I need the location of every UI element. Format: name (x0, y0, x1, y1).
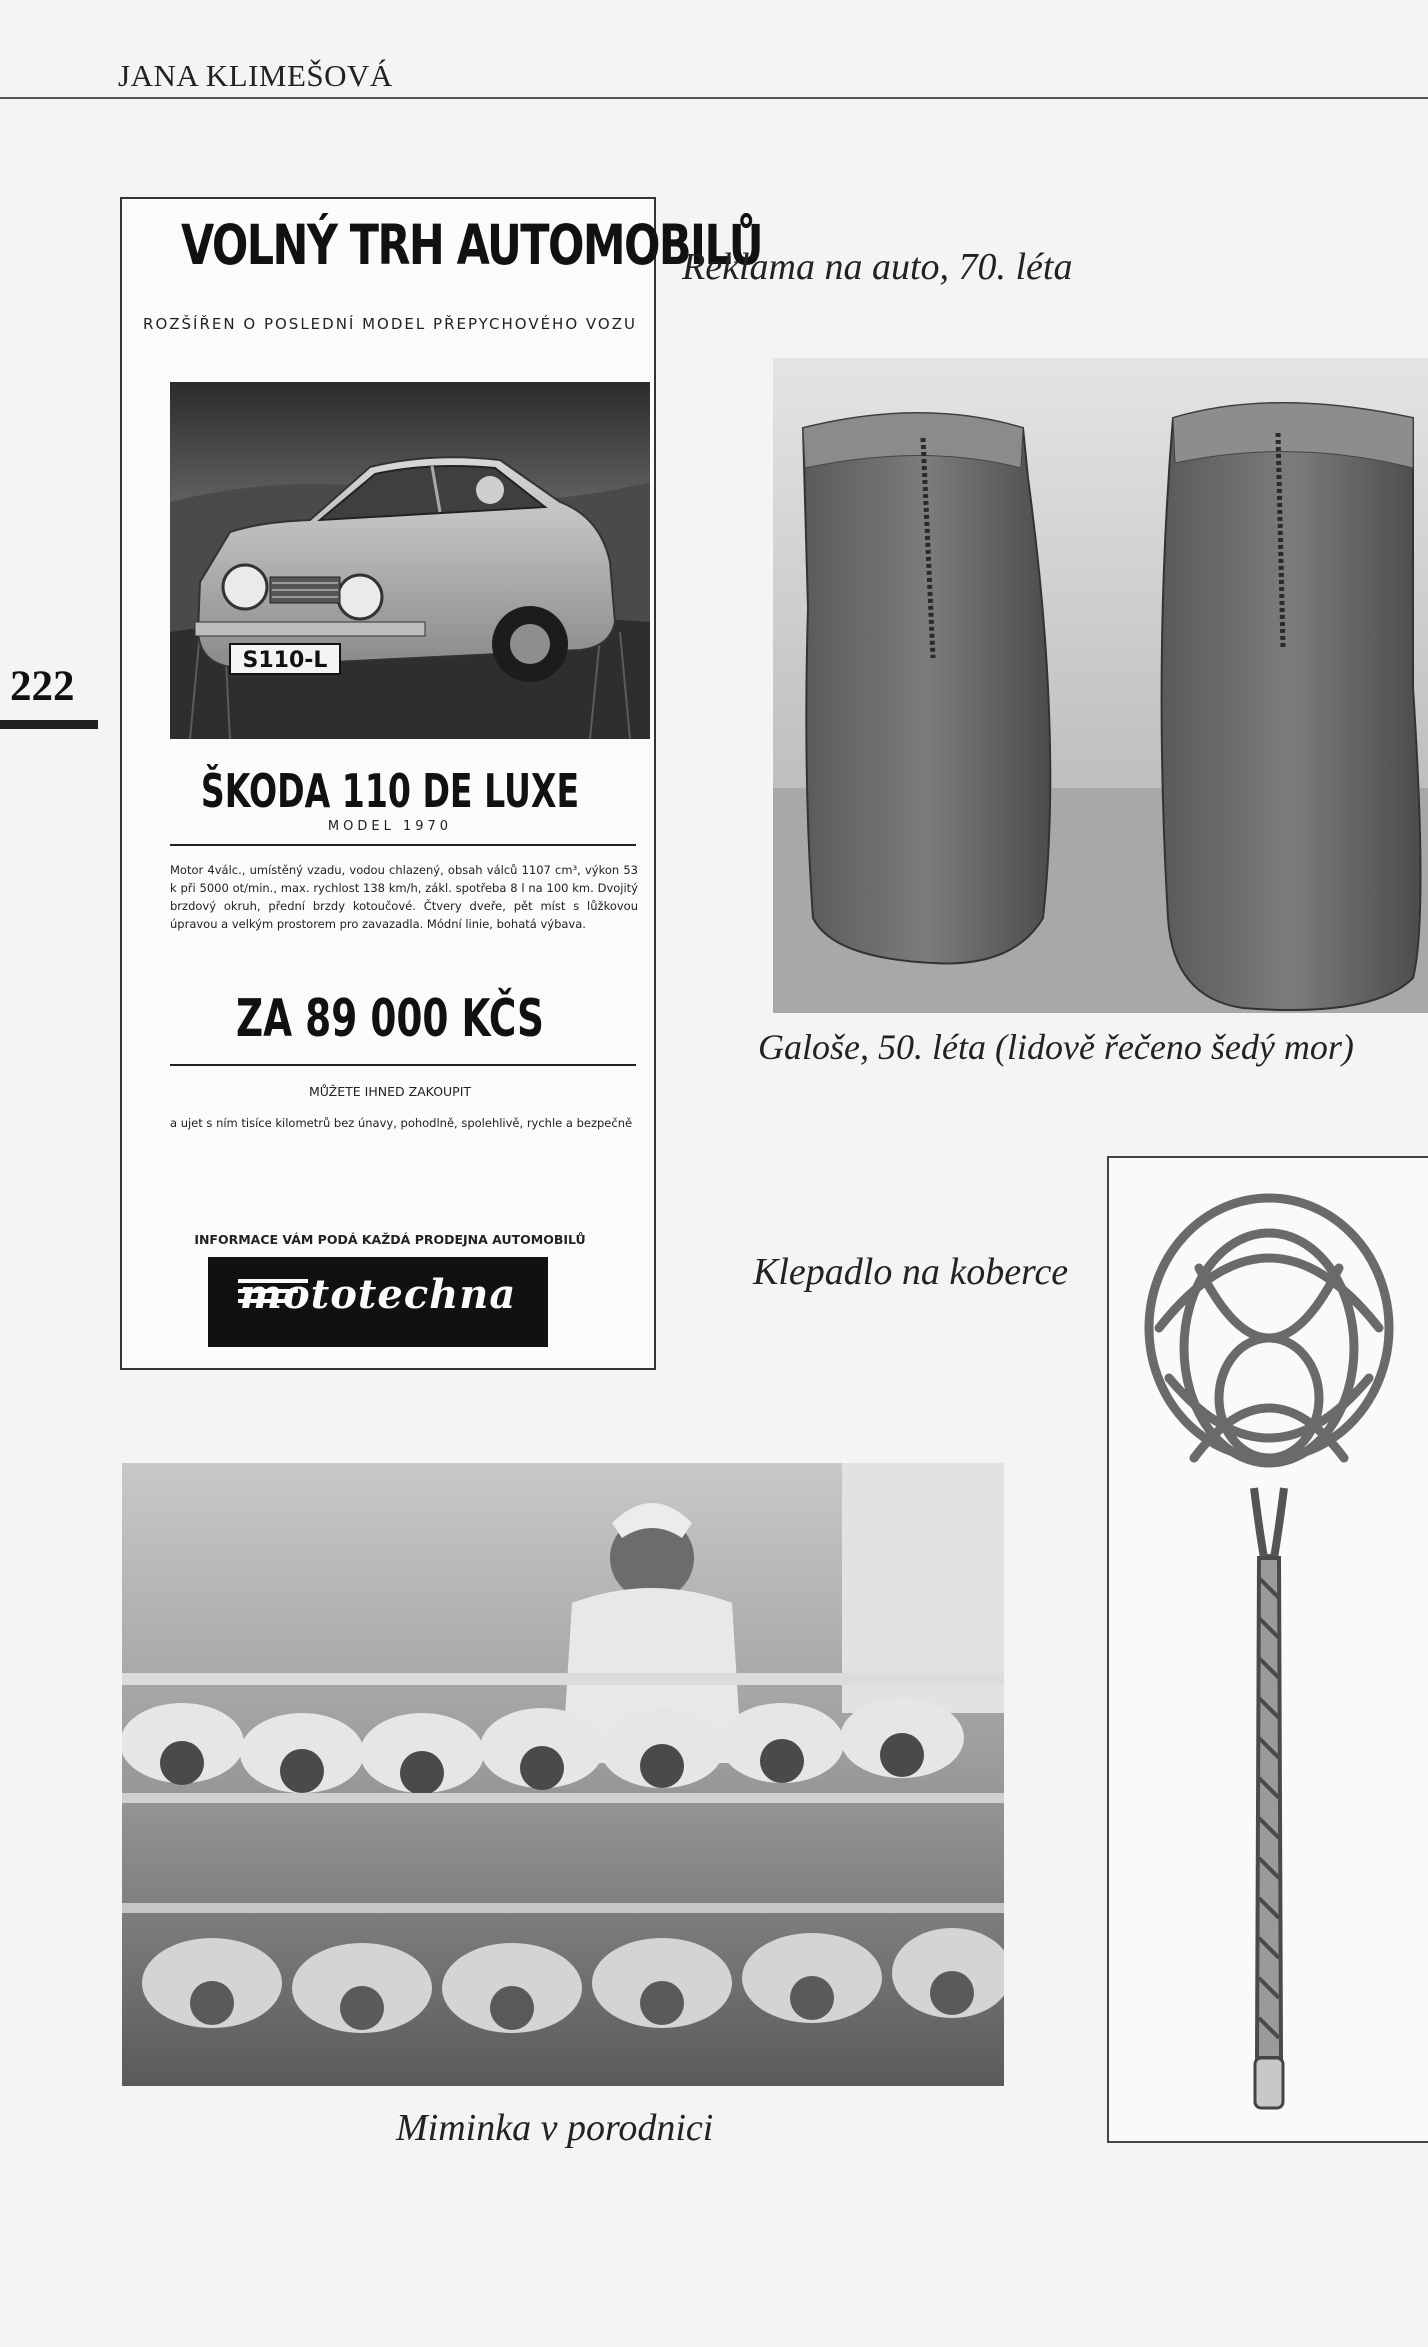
ad-buy-now: MŮŽETE IHNED ZAKOUPIT (308, 1084, 472, 1099)
header-rule (0, 97, 1428, 99)
page-number-bar (0, 720, 98, 729)
ad-divider (170, 1064, 636, 1066)
ad-buy-detail: a ujet s ním tisíce kilometrů bez únavy, pohodlně, spolehlivě, rychle a bezpečně (170, 1116, 633, 1130)
ad-model-year: MODEL 1970 (327, 819, 453, 834)
ad-model-name: ŠKODA 110 DE LUXE (200, 764, 580, 818)
carpet-beater-photo (1107, 1156, 1428, 2143)
maternity-ward-photo (122, 1463, 1004, 2086)
logo-text: mototechna (239, 1271, 517, 1318)
car-photo (170, 382, 650, 739)
ad-specs-text: Motor 4válc., umístěný vzadu, vodou chlazený, obsah válců 1107 cm³, výkon 53 k při 5000 ot/min., max. rychlost 138 km/h, zákl. spotřeba 8 l na 100 km. Dvojitý brzdový okruh, přední brzdy kotoučové. Čtvery dveře, pět míst s lůžkovou úpravou a velkým prostorem pro zavazadla. Módní linie, bohatá výbava. (170, 863, 638, 931)
caption-advertisement: Reklama na auto, 70. léta (682, 246, 1073, 288)
car-advertisement (120, 197, 762, 1370)
caption-galoshes: Galoše, 50. léta (lidově řečeno šedý mor) (758, 1027, 1354, 1067)
ad-info-line: INFORMACE VÁM PODÁ KAŽDÁ PRODEJNA AUTOMOBILŮ (194, 1232, 586, 1247)
ad-subtitle: ROZŠÍŘEN O POSLEDNÍ MODEL PŘEPYCHOVÉHO VOZU (143, 315, 637, 333)
galoshes-photo (773, 358, 1428, 1013)
caption-babies: Miminka v porodnici (396, 2107, 714, 2149)
mototechna-logo (208, 1257, 548, 1347)
ad-title: VOLNÝ TRH AUTOMOBILŮ (180, 213, 762, 277)
ad-price: ZA 89 000 KČS (236, 989, 544, 1049)
ad-divider (170, 844, 636, 846)
license-plate: S110-L (242, 648, 328, 673)
page-number: 222 (10, 663, 75, 710)
running-header-author: JANA KLIMEŠOVÁ (118, 58, 393, 93)
caption-carpet-beater: Klepadlo na koberce (753, 1251, 1069, 1293)
